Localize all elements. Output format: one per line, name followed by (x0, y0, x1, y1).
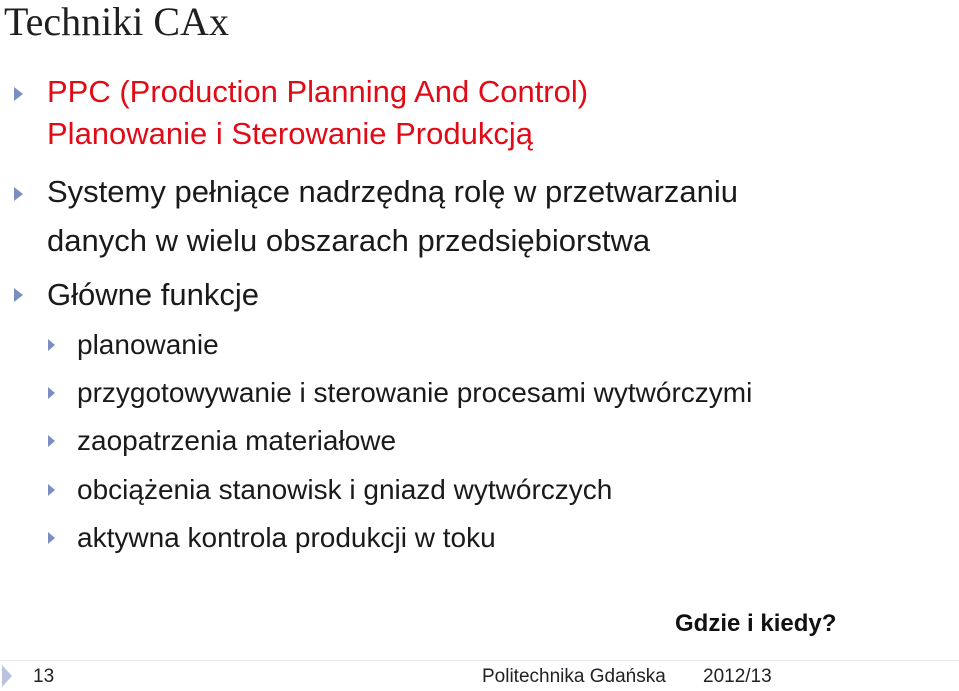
footer-organization: Politechnika Gdańska (482, 666, 666, 687)
sub-bullet-supply: zaopatrzenia materiałowe (77, 425, 397, 456)
slide-title: Techniki CAx (4, 0, 229, 44)
sub-bullet-arrow-icon (48, 435, 55, 447)
footer-divider (0, 660, 959, 661)
sub-bullet-arrow-icon (48, 532, 55, 544)
bullet-main-functions: Główne funkcje (47, 277, 259, 312)
sub-bullet-load: obciążenia stanowisk i gniazd wytwórczych (77, 474, 613, 505)
footer-year: 2012/13 (703, 666, 772, 687)
sub-bullet-arrow-icon (48, 484, 55, 496)
bullet-ppc-line-1: PPC (Production Planning And Control) (47, 74, 589, 109)
footer-arrow-icon (2, 665, 12, 687)
question-note: Gdzie i kiedy? (675, 610, 837, 637)
bullet-arrow-icon (14, 87, 23, 101)
bullet-systems-line-1: Systemy pełniące nadrzędną rolę w przetwarzaniu (47, 174, 738, 209)
bullet-systems-line-2: danych w wielu obszarach przedsiębiorstwa (47, 223, 651, 258)
sub-bullet-arrow-icon (48, 339, 55, 351)
slide-number: 13 (33, 666, 55, 687)
sub-bullet-arrow-icon (48, 387, 55, 399)
sub-bullet-preparation: przygotowywanie i sterowanie procesami wytwórczymi (77, 377, 753, 408)
bullet-arrow-icon (14, 288, 23, 302)
sub-bullet-planning: planowanie (77, 329, 219, 360)
bullet-ppc-line-2: Planowanie i Sterowanie Produkcją (47, 116, 533, 151)
sub-bullet-control: aktywna kontrola produkcji w toku (77, 522, 496, 553)
bullet-arrow-icon (14, 187, 23, 201)
